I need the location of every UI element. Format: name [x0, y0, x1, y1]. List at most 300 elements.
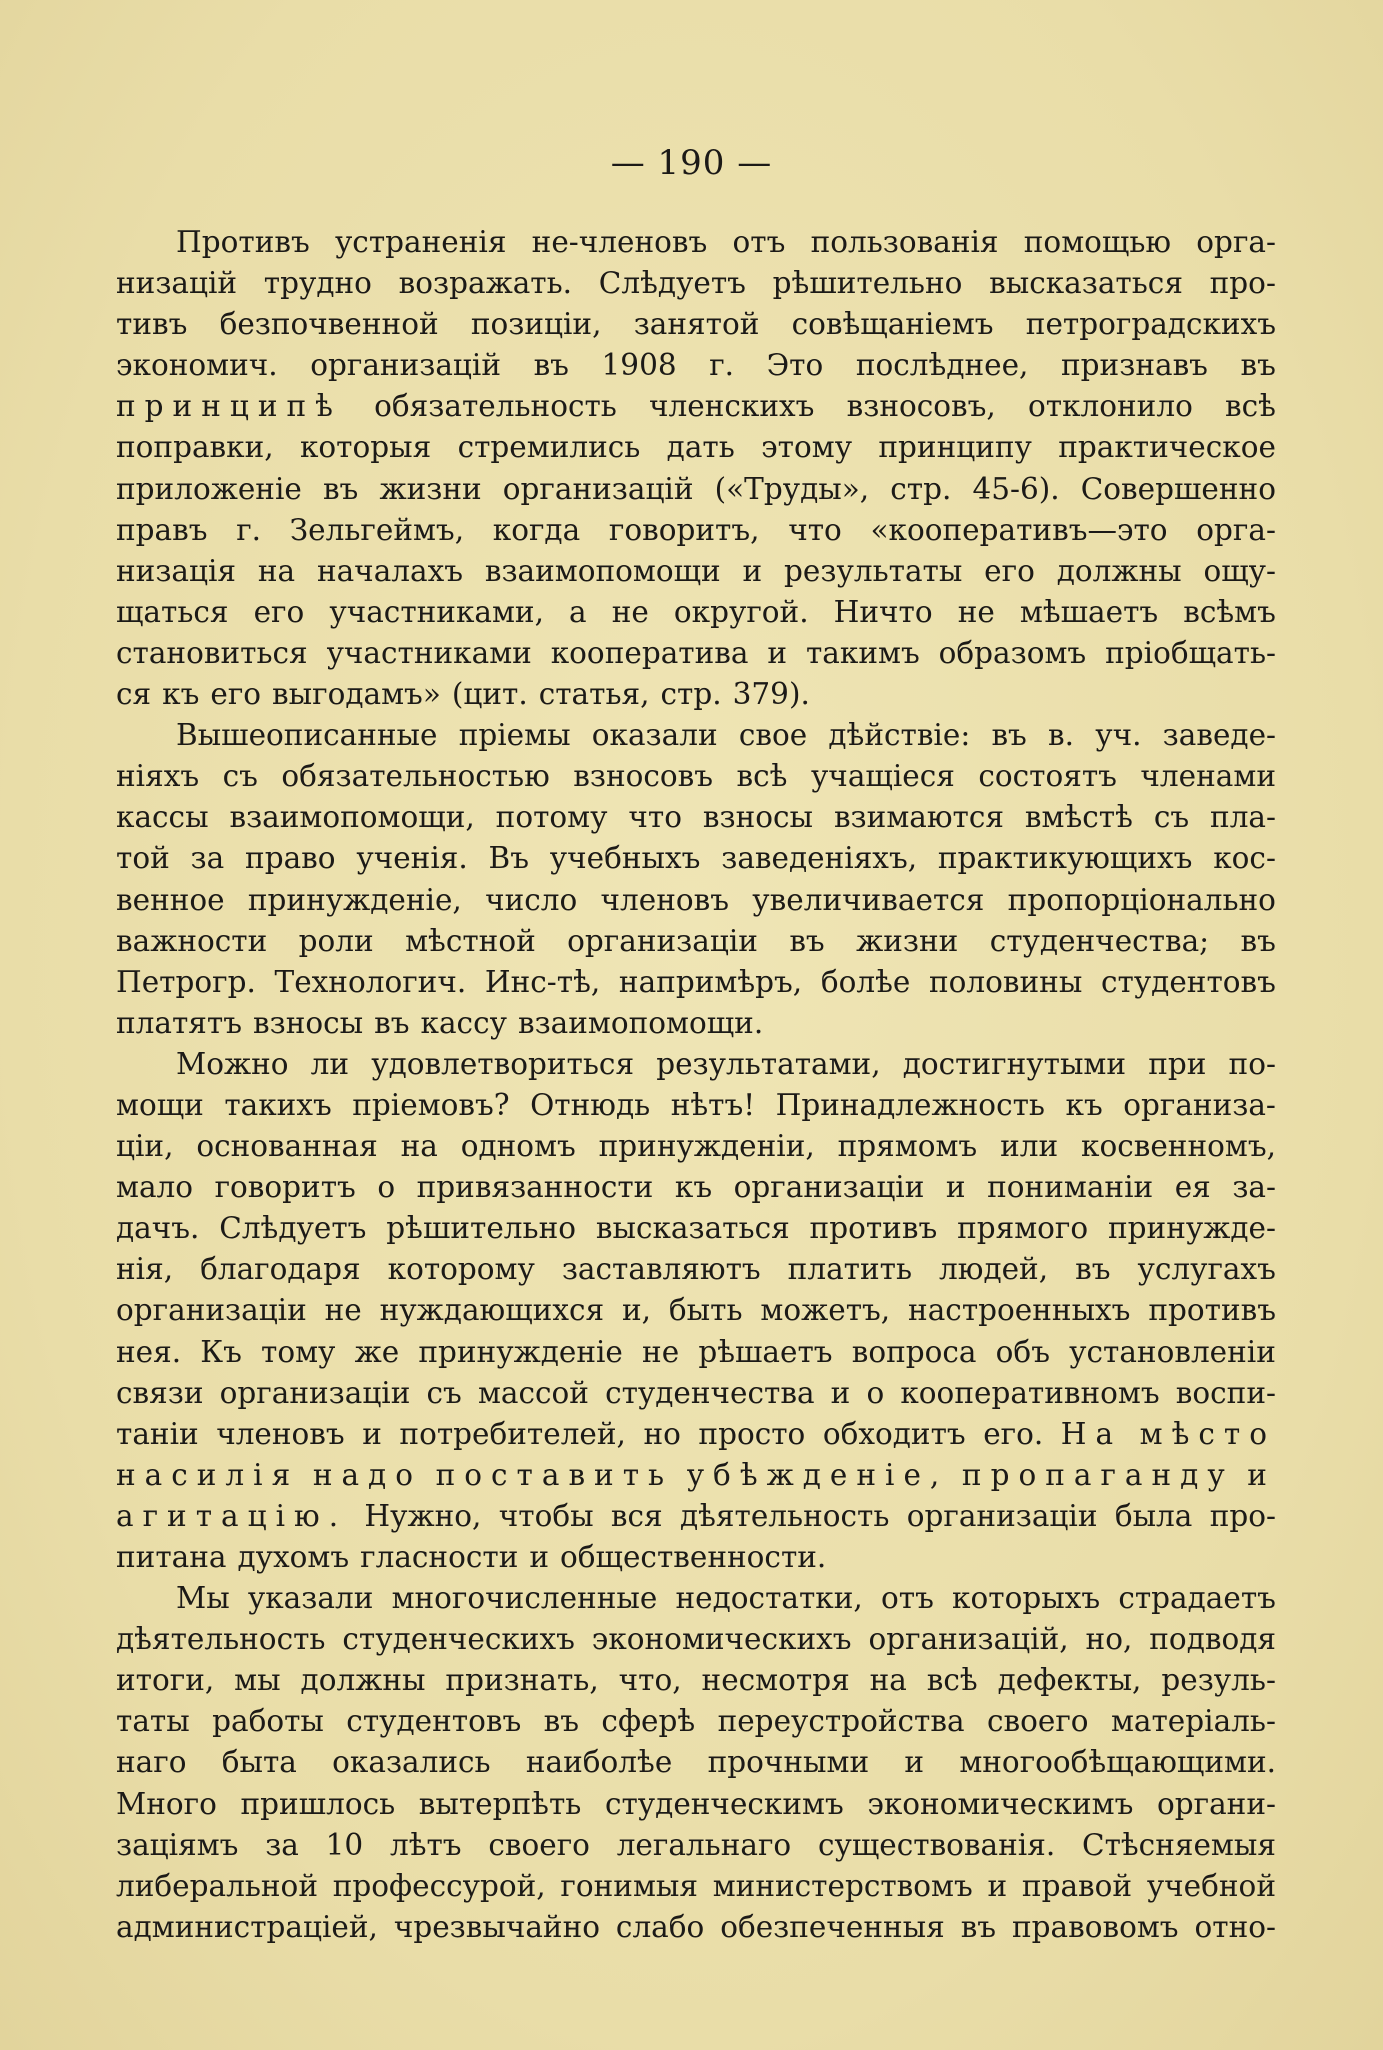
word: пріемовъ? — [352, 1087, 510, 1122]
word: уч. — [1095, 718, 1142, 753]
word: про- — [1209, 266, 1276, 301]
word: привязанности — [416, 1170, 654, 1205]
word: Въ — [488, 841, 529, 876]
word: и — [830, 1375, 851, 1410]
word: тивъ — [116, 307, 188, 342]
word: отъ — [732, 225, 786, 259]
word: стремились — [457, 430, 641, 465]
text-line — [116, 1167, 1276, 1208]
word: массой — [477, 1375, 589, 1410]
body-text — [116, 222, 1276, 1948]
word: принципѣ — [116, 389, 342, 424]
word: питана — [116, 1540, 227, 1574]
word: матеріаль- — [1110, 1704, 1276, 1739]
word: заведеніяхъ, — [721, 841, 918, 876]
word: людей, — [939, 1252, 1049, 1287]
word: что — [788, 512, 842, 547]
word: но, — [1085, 1622, 1133, 1657]
word: членами — [1140, 759, 1276, 794]
word: связи — [116, 1375, 204, 1410]
text-line — [116, 1742, 1276, 1783]
word: безпочвенной — [219, 307, 439, 342]
word: быть — [668, 1293, 743, 1328]
word: принужденіи, — [598, 1129, 815, 1164]
word: студентовъ — [346, 1704, 522, 1739]
text-line — [116, 1701, 1276, 1742]
word: 10 — [325, 1827, 364, 1862]
word: Зельгеймъ, — [289, 512, 465, 547]
word: благодаря — [200, 1252, 361, 1287]
word: противъ — [1148, 1293, 1276, 1328]
word: нія, — [116, 1252, 174, 1287]
word: гонимыя — [560, 1868, 698, 1903]
word: платятъ — [116, 1005, 243, 1040]
word: взносовъ — [573, 759, 714, 794]
text-line — [116, 263, 1276, 304]
word: нѣтъ! — [670, 1087, 756, 1122]
word: организаціи — [219, 1375, 411, 1410]
word: мало — [116, 1170, 194, 1205]
word: нуждающихся — [379, 1293, 605, 1328]
word: Совершенно — [1080, 471, 1276, 506]
word: экономич. — [116, 348, 278, 383]
word: взносы — [253, 1005, 364, 1040]
word: экономическимъ — [867, 1786, 1134, 1821]
word: профессурой, — [332, 1868, 546, 1903]
word: мѣсто — [1139, 1416, 1276, 1451]
word: членовъ — [216, 1416, 345, 1451]
word: взаимопомощи — [484, 553, 721, 588]
text-line — [116, 1496, 1276, 1537]
word: переустройства — [717, 1704, 965, 1739]
word: Вышеописанные — [176, 718, 438, 753]
word: взаимопомощи, — [229, 800, 475, 835]
word: была — [1114, 1498, 1193, 1533]
word: принужденіе — [418, 1334, 623, 1369]
word: принципу — [878, 430, 1032, 465]
text-line — [116, 921, 1276, 962]
word: и — [904, 1745, 925, 1780]
word: не — [324, 1293, 362, 1328]
text-line — [116, 838, 1276, 879]
word: тому — [261, 1334, 336, 1369]
word: въ — [960, 1909, 997, 1944]
word: легальнаго — [616, 1827, 792, 1862]
word: венное — [116, 882, 225, 917]
word: Технологич. — [274, 964, 467, 999]
word: кассы — [116, 800, 209, 835]
word: вся — [610, 1498, 663, 1533]
word: Это — [766, 348, 824, 383]
word: 1908 — [601, 348, 677, 383]
word: рѣшаетъ — [698, 1334, 833, 1369]
word: итоги, — [116, 1663, 215, 1698]
word: г. — [709, 348, 735, 383]
word: къ — [1065, 1087, 1103, 1122]
text-line — [116, 1455, 1276, 1496]
word: по- — [1228, 1046, 1276, 1081]
word: въ — [543, 1704, 580, 1739]
word: свое — [738, 718, 808, 753]
text-line — [116, 633, 1276, 674]
word: Петрогр. — [116, 964, 256, 999]
word: рѣшительно — [772, 266, 963, 301]
word: орга- — [1196, 225, 1276, 259]
word: агитацію. — [116, 1498, 348, 1533]
word: Инс-тѣ, — [484, 964, 601, 999]
word: практическое — [1058, 430, 1276, 465]
word: въ — [991, 718, 1027, 753]
text-line — [116, 1866, 1276, 1907]
word: обязательностью — [281, 759, 550, 794]
word: своего — [488, 1827, 590, 1862]
page-number: — 190 — — [610, 143, 773, 183]
text-line — [116, 1825, 1276, 1866]
word: косвенномъ, — [1081, 1129, 1276, 1164]
word: занятой — [633, 307, 760, 342]
word: низацій — [116, 266, 238, 301]
word: страдаетъ — [1118, 1581, 1276, 1616]
word: организа- — [1123, 1087, 1276, 1122]
word: участниками, — [329, 594, 544, 629]
word: которому — [387, 1252, 535, 1287]
word: обязательность — [374, 389, 617, 424]
word: учебной — [1146, 1868, 1276, 1903]
word: Отнюдь — [530, 1087, 651, 1122]
word: (цит. — [451, 677, 528, 712]
word: вопроса — [851, 1334, 977, 1369]
word: противъ — [809, 1211, 938, 1246]
word: съ — [222, 759, 258, 794]
word: помощью — [1023, 225, 1172, 259]
word: Стѣсняемыя — [1082, 1827, 1276, 1862]
word: ніяхъ — [116, 759, 200, 794]
word: за — [265, 1827, 299, 1862]
word: лѣтъ — [389, 1827, 462, 1862]
word: и — [742, 553, 763, 588]
word: недостатки, — [675, 1581, 863, 1616]
word: 45-6). — [972, 471, 1060, 506]
word: въ — [1240, 923, 1276, 958]
word: половины — [928, 964, 1083, 999]
word: и — [529, 1540, 550, 1574]
word: указали — [247, 1581, 374, 1616]
word: организаціи — [906, 1498, 1098, 1533]
word: въ — [533, 348, 569, 383]
word: чрезвычайно — [393, 1909, 601, 1944]
word: прочными — [707, 1745, 870, 1780]
word: несмотря — [701, 1663, 850, 1698]
word: не — [611, 594, 649, 629]
word: пла- — [1210, 800, 1276, 835]
word: На — [1060, 1416, 1123, 1451]
word: объ — [995, 1334, 1050, 1369]
word: гласности — [360, 1540, 519, 1574]
word: на — [869, 1663, 907, 1698]
word: ученія. — [356, 841, 468, 876]
word: говоритъ — [214, 1170, 356, 1205]
word: мы — [234, 1663, 281, 1698]
word: этому — [761, 430, 853, 465]
word: приложеніе — [116, 471, 302, 506]
word: въ — [1240, 348, 1276, 383]
word: съ — [426, 1375, 462, 1410]
word: и — [767, 635, 788, 670]
word: организацій — [502, 471, 694, 506]
word: взимаются — [833, 800, 1004, 835]
word: заставляютъ — [561, 1252, 761, 1287]
word: учебныхъ — [549, 841, 701, 876]
word: студентовъ — [1100, 964, 1276, 999]
word: къ — [674, 1170, 713, 1205]
word: убѣжденіе, — [686, 1457, 949, 1492]
word: настроенныхъ — [908, 1293, 1131, 1328]
word: за- — [1232, 1170, 1276, 1205]
word: той — [116, 841, 170, 876]
word: потому — [495, 800, 608, 835]
word: министерствомъ — [712, 1868, 973, 1903]
word: должны — [1056, 553, 1182, 588]
word: высказаться — [595, 1211, 790, 1246]
text-line — [116, 1373, 1276, 1414]
word: одномъ — [460, 1129, 576, 1164]
word: («Труды», — [714, 471, 870, 506]
word: послѣднее, — [855, 348, 1029, 383]
word: кассу — [420, 1005, 507, 1040]
word: въ — [322, 471, 359, 506]
word: его — [210, 677, 262, 712]
word: студенчества; — [989, 923, 1210, 958]
word: Принадлежность — [775, 1087, 1045, 1122]
word: признать, — [445, 1663, 599, 1698]
word: такимъ — [805, 635, 920, 670]
word: Противъ — [176, 225, 310, 259]
word: подводя — [1149, 1622, 1276, 1657]
text-line — [116, 345, 1276, 386]
word: членскихъ — [649, 389, 815, 424]
word: резуль- — [1161, 1663, 1276, 1698]
word: пришлось — [240, 1786, 396, 1821]
word: 379). — [732, 677, 810, 712]
word: орга- — [1196, 512, 1276, 547]
word: о — [866, 1375, 885, 1410]
word: устраненія — [334, 225, 507, 259]
word: наиболѣе — [525, 1745, 673, 1780]
word: быта — [221, 1745, 297, 1780]
word: дѣйствіе: — [828, 718, 971, 753]
word: практикующихъ — [937, 841, 1193, 876]
word: не — [957, 594, 995, 629]
word: и — [1247, 1457, 1276, 1492]
word: услугахъ — [1137, 1252, 1276, 1287]
word: воспи- — [1175, 1375, 1276, 1410]
word: можетъ, — [760, 1293, 891, 1328]
word: основанная — [196, 1129, 378, 1164]
word: образомъ — [938, 635, 1087, 670]
word: на — [257, 553, 296, 588]
word: платить — [787, 1252, 913, 1287]
word: либеральной — [116, 1868, 318, 1903]
word: взносовъ, — [846, 389, 996, 424]
word: Можно — [176, 1046, 289, 1081]
word: болѣе — [820, 964, 911, 999]
word: важности — [116, 923, 268, 958]
word: щаться — [116, 594, 229, 629]
word: стр. — [890, 471, 952, 506]
word: рѣшительно — [386, 1211, 577, 1246]
word: прямого — [957, 1211, 1089, 1246]
word: на — [400, 1129, 438, 1164]
word: организаціи — [733, 1170, 925, 1205]
text-line — [116, 551, 1276, 592]
word: же — [354, 1334, 400, 1369]
word: пропаганду — [961, 1457, 1234, 1492]
text-line — [116, 880, 1276, 921]
word: надо — [312, 1457, 422, 1492]
word: не — [642, 1334, 680, 1369]
word: при — [1148, 1046, 1207, 1081]
word: оказали — [591, 718, 718, 753]
word: нея. — [116, 1334, 182, 1369]
word: пользованія — [810, 225, 999, 259]
text-line — [116, 1208, 1276, 1249]
word: стр. — [660, 677, 722, 712]
word: должны — [300, 1663, 426, 1698]
word: статья, — [538, 677, 650, 712]
word: и — [362, 1416, 382, 1451]
word: существованія. — [817, 1827, 1056, 1862]
word: «кооперативъ—это — [870, 512, 1168, 547]
word: студенчества — [605, 1375, 815, 1410]
word: ощу- — [1203, 553, 1276, 588]
word: кос- — [1213, 841, 1276, 876]
word: общественности. — [560, 1540, 827, 1574]
word: потребителей, — [399, 1416, 626, 1451]
word: своего — [986, 1704, 1089, 1739]
word: ціи, — [116, 1129, 174, 1164]
word: дефекты, — [997, 1663, 1142, 1698]
text-line — [116, 469, 1276, 510]
word: напримѣръ, — [618, 964, 803, 999]
text-line — [116, 222, 1276, 263]
word: мощи — [116, 1087, 204, 1122]
word: совѣщаніемъ — [791, 307, 994, 342]
word: кооперативномъ — [900, 1375, 1160, 1410]
word: прямомъ — [837, 1129, 978, 1164]
word: взносы — [702, 800, 814, 835]
word: Много — [116, 1786, 217, 1821]
word: позиціи, — [470, 307, 602, 342]
word: трудно — [263, 266, 372, 301]
word: органи- — [1156, 1786, 1276, 1821]
word: пріобщать- — [1105, 635, 1276, 670]
word: всѣмъ — [1183, 594, 1276, 629]
word: дѣятельность — [679, 1498, 890, 1533]
word: достигнутыми — [902, 1046, 1127, 1081]
word: которыя — [299, 430, 432, 465]
word: о — [377, 1170, 396, 1205]
word: отъ — [880, 1581, 934, 1616]
word: таты — [116, 1704, 190, 1739]
word: заведе- — [1162, 718, 1276, 753]
word: въ — [789, 923, 825, 958]
word: результаты — [784, 553, 963, 588]
word: пониманіи — [987, 1170, 1154, 1205]
word: установленіи — [1069, 1334, 1276, 1369]
word: Ничто — [833, 594, 933, 629]
word: поставить — [435, 1457, 674, 1492]
word: къ — [162, 677, 200, 712]
word: въ — [1075, 1252, 1111, 1287]
word: вытерпѣть — [418, 1786, 582, 1821]
word: высказаться — [989, 266, 1183, 301]
text-line — [116, 1044, 1276, 1085]
word: Мы — [176, 1581, 230, 1616]
word: про- — [1209, 1498, 1276, 1533]
word: низація — [116, 553, 237, 588]
word: ли — [310, 1046, 350, 1081]
word: и, — [621, 1293, 652, 1328]
word: организацій, — [868, 1622, 1069, 1657]
word: мѣстной — [405, 923, 536, 958]
word: всѣ — [736, 759, 788, 794]
word: петроградскихъ — [1025, 307, 1276, 342]
text-line — [116, 427, 1276, 468]
text-line — [116, 1290, 1276, 1331]
word: которыхъ — [952, 1581, 1101, 1616]
word: вмѣстѣ — [1024, 800, 1133, 835]
word: результатами, — [656, 1046, 881, 1081]
word: дать — [666, 430, 735, 465]
word: просто — [698, 1416, 806, 1451]
word: духомъ — [237, 1540, 350, 1574]
text-line — [116, 756, 1276, 797]
word: в. — [1048, 718, 1075, 753]
text-line — [116, 1249, 1276, 1290]
word: работы — [212, 1704, 324, 1739]
word: роли — [298, 923, 374, 958]
text-line — [116, 1414, 1276, 1455]
word: многочисленные — [391, 1581, 658, 1616]
word: округой. — [673, 594, 809, 629]
word: участниками — [326, 635, 532, 670]
text-line — [116, 1085, 1276, 1126]
word: выгодамъ» — [272, 677, 441, 712]
word: или — [1000, 1129, 1059, 1164]
word: Слѣдуетъ — [598, 266, 746, 301]
word: съ — [1153, 800, 1190, 835]
word: становиться — [116, 635, 308, 670]
word: многообѣщающими. — [959, 1745, 1276, 1780]
word: возражать. — [398, 266, 573, 301]
word: жизни — [379, 471, 482, 506]
word: жизни — [856, 923, 959, 958]
word: слабо — [615, 1909, 705, 1944]
word: за — [190, 841, 225, 876]
word: въ — [374, 1005, 410, 1040]
text-line — [116, 1784, 1276, 1825]
word: его. — [983, 1416, 1044, 1451]
word: насилія — [116, 1457, 300, 1492]
text-line — [116, 962, 1276, 1003]
text-line — [116, 1660, 1276, 1701]
word: что — [628, 800, 682, 835]
word: его — [253, 594, 305, 629]
text-line — [116, 386, 1276, 427]
word: Слѣдуетъ — [219, 1211, 367, 1246]
word: обезпеченныя — [720, 1909, 945, 1944]
text-line — [116, 1619, 1276, 1660]
